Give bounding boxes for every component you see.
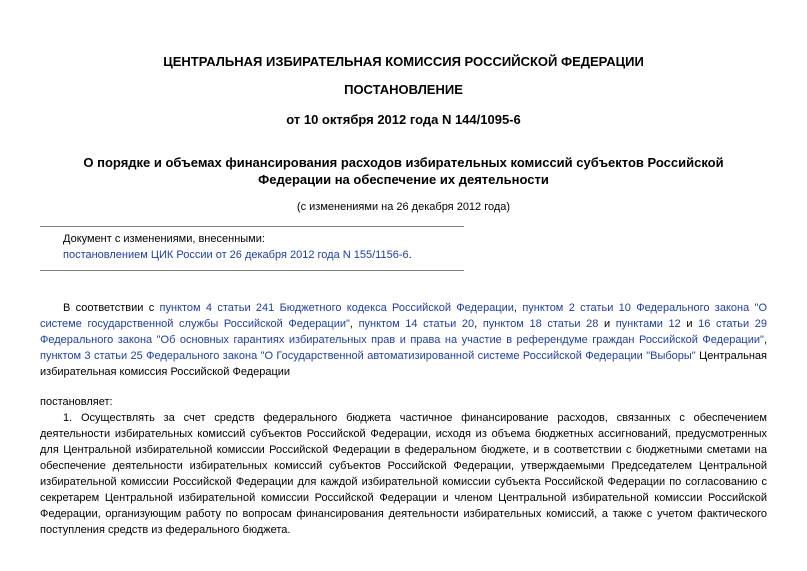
revision-note: (с изменениями на 26 декабря 2012 года) [296, 201, 511, 213]
document-title [0, 154, 807, 188]
preamble-text: , [349, 318, 359, 330]
article-28-link[interactable]: пунктом 18 статьи 28 [482, 318, 599, 330]
preamble-text: и [598, 318, 616, 330]
vybory-law-link[interactable]: пунктом 3 статьи 25 Федерального закона "О Государственной автоматизированной системе Российской Федерации "Выборы" [40, 350, 696, 362]
preamble-text: Центральная избирательная комиссия Российской Федерации [40, 350, 767, 378]
changes-trail: . [408, 249, 412, 261]
document-title-line-1: О порядке и объемах финансирования расходов избирательных комиссий субъектов Российской [83, 155, 724, 170]
document-number-date: от 10 октября 2012 года N 144/1095-6 [286, 112, 521, 127]
changes-line [63, 247, 412, 263]
document-type-heading: ПОСТАНОВЛЕНИЕ [344, 82, 463, 97]
civil-service-law-link[interactable]: пунктом 2 статьи 10 Федерального закона "О системе государственной службы Российской Федерации" [40, 302, 768, 330]
preamble-text: , [763, 334, 767, 346]
preamble-text: , [513, 302, 523, 314]
amendment-link[interactable]: постановлением ЦИК России от 26 декабря 2012 года N 155/1156-6 [63, 249, 409, 261]
preamble-text: В соответствии с [63, 302, 160, 314]
budget-code-link[interactable]: пунктом 4 статьи 241 Бюджетного кодекса Российской Федерации [159, 302, 514, 314]
article-20-link[interactable]: пунктом 14 статьи 20 [358, 318, 475, 330]
document-title-line-2: Федерации на обеспечение их деятельности [258, 172, 549, 187]
resolves-label: постановляет: [40, 396, 113, 408]
preamble-text: , [474, 318, 483, 330]
organization-heading: ЦЕНТРАЛЬНАЯ ИЗБИРАТЕЛЬНАЯ КОМИССИЯ РОССИЙСКОЙ ФЕДЕРАЦИИ [163, 54, 644, 69]
electoral-rights-law-link[interactable]: 16 статьи 29 Федерального закона "Об основных гарантиях избирательных прав и права на участие в референдуме граждан Российской Федерации" [40, 318, 768, 346]
preamble-text: и [680, 318, 699, 330]
divider-bottom [40, 270, 464, 271]
preamble-paragraph [40, 300, 767, 380]
article-29-p12-link[interactable]: пунктами 12 [615, 318, 681, 330]
clause-1-paragraph: 1. Осуществлять за счет средств федерального бюджета частичное финансирование расходов, связанных с обеспечением деятельности избирательных комиссий субъектов Российской Федерации, исходя из объема бюджетных ассигнований, предусмотренных для Центральной избирательной комиссии Российской Федерации в федеральном бюджете, и в соответствии с бюджетными сметами на обеспечение деятельности избирательных комиссий субъектов Российской Федерации, утверждаемыми Председателем Центральной избирательной комиссии Российской Федерации для каждой избирательной комиссии субъекта Российской Федерации по согласованию с секретарем Центральной избирательной комиссии Российской Федерации и членом Центральной избирательной комиссии Российской Федерации, организующим работу по вопросам финансирования деятельности избирательных комиссий, а также с учетом фактического поступления средств из федерального бюджета. [40, 412, 767, 536]
changes-block [63, 231, 412, 263]
changes-intro: Документ с изменениями, внесенными: [63, 233, 265, 245]
divider-top [40, 226, 464, 227]
